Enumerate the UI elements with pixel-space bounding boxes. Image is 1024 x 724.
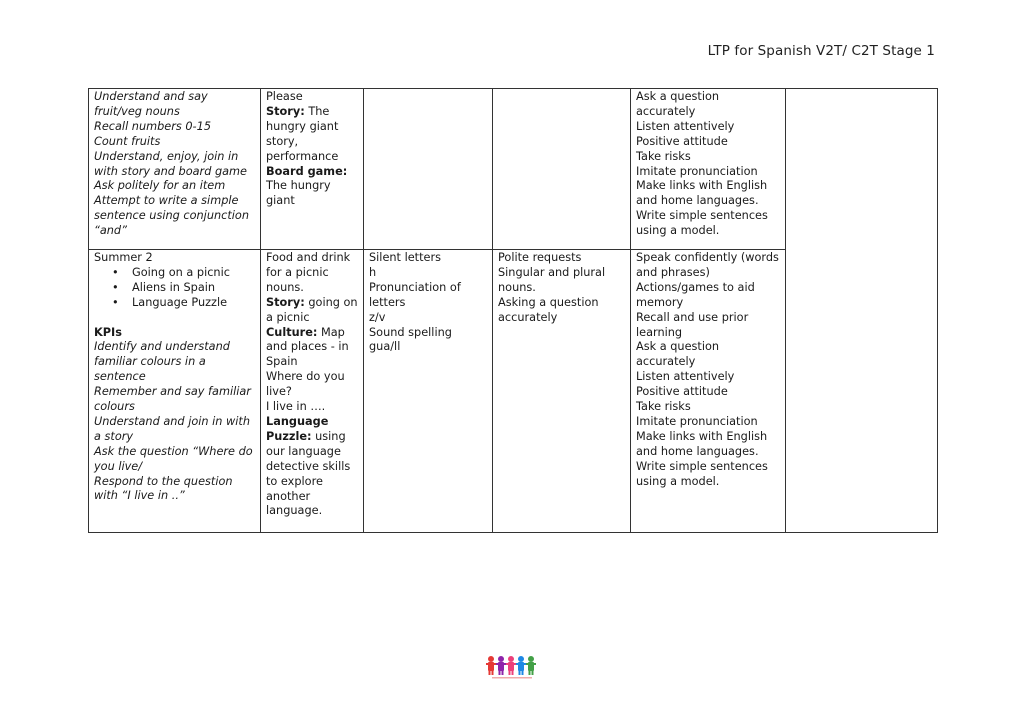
kpis-list: [94, 340, 255, 504]
row1-board-line: [266, 165, 358, 210]
language-puzzle-text: using our language detective skills to explore another language.: [266, 429, 351, 518]
page-header-title: LTP for Spanish V2T/ C2T Stage 1: [707, 43, 935, 59]
row1-objectives-cell: [89, 89, 261, 250]
row1-story-line: [266, 105, 358, 165]
phonics-line: Silent letters: [369, 251, 442, 264]
kpi-line: Respond to the question with “I live in ..”: [94, 474, 233, 503]
skill-line: Take risks: [636, 400, 691, 414]
kpi-line: Remember and say familiar colours: [94, 385, 251, 414]
objective-line: Recall numbers 0-15: [94, 119, 212, 133]
row1-grammar-cell: [493, 89, 631, 250]
phonics-line: gua/ll: [369, 340, 401, 354]
topic-item: • Aliens in Spain: [132, 281, 255, 296]
skill-line: Imitate pronunciation: [636, 414, 758, 428]
skill-line: Ask a question accurately: [636, 90, 720, 118]
row2-story-line: [266, 296, 358, 326]
table-row: [89, 89, 938, 250]
person-red-icon: [486, 656, 496, 675]
objective-line: Understand and say fruit/veg nouns: [94, 90, 208, 118]
language-puzzle-label: Language Puzzle:: [266, 414, 329, 443]
skill-line: Speak confidently (words and phrases): [636, 251, 779, 279]
person-pink-icon: [506, 656, 516, 675]
skill-line: Positive attitude: [636, 385, 728, 399]
question-line: Where do you live?: [266, 370, 345, 399]
row2-content-line: Food and drink for a picnic nouns.: [266, 251, 351, 294]
people-chain-logo: [486, 654, 538, 680]
term-label: Summer 2: [94, 251, 153, 264]
topics-list: [94, 266, 255, 311]
story-text: The hungry giant story, performance: [266, 104, 339, 163]
kpis-label: KPIs: [94, 325, 122, 339]
row2-grammar-cell: [493, 250, 631, 533]
story-label: Story:: [266, 104, 305, 118]
grammar-line: Polite requests: [498, 251, 582, 264]
row1-skills-cell: [631, 89, 786, 250]
row1-content-line: Please: [266, 90, 303, 103]
skill-line: Write simple sentences using a model.: [636, 209, 768, 238]
board-game-text: The hungry giant: [266, 179, 331, 208]
story-label: Story:: [266, 295, 305, 309]
skill-line: Positive attitude: [636, 134, 728, 148]
objective-line: Understand, enjoy, join in with story and board game: [94, 149, 248, 178]
person-green-icon: [526, 656, 536, 675]
person-purple-icon: [496, 656, 506, 675]
kpi-line: Ask the question “Where do you live/: [94, 444, 253, 473]
grammar-line: Asking a question accurately: [498, 295, 599, 324]
answer-line: I live in ….: [266, 400, 326, 414]
objective-line: Count fruits: [94, 134, 161, 148]
row1-content-cell: [261, 89, 364, 250]
skill-line: Listen attentively: [636, 370, 735, 384]
row2-culture-line: [266, 326, 358, 371]
row2-puzzle-line: [266, 415, 358, 519]
grammar-line: Singular and plural nouns.: [498, 265, 606, 294]
skill-line: Recall and use prior learning: [636, 310, 749, 339]
topic-item: • Going on a picnic: [132, 266, 255, 281]
skill-line: Imitate pronunciation: [636, 164, 758, 178]
row1-phonics-cell: [364, 89, 493, 250]
phonics-line: h: [369, 265, 377, 279]
kpi-line: Understand and join in with a story: [94, 414, 250, 443]
board-game-label: Board game:: [266, 164, 348, 178]
skill-line: Make links with English and home languages.: [636, 179, 768, 208]
culture-text: Map and places - in Spain: [266, 325, 349, 369]
skill-line: Listen attentively: [636, 119, 735, 133]
skill-line: Ask a question accurately: [636, 340, 720, 369]
skill-line: Actions/games to aid memory: [636, 280, 755, 309]
phonics-line: z/v: [369, 310, 386, 324]
phonics-line: Sound spelling: [369, 325, 452, 339]
phonics-line: Pronunciation of letters: [369, 280, 461, 309]
row2-objectives-cell: [89, 250, 261, 533]
culture-label: Culture:: [266, 325, 318, 339]
skill-line: Take risks: [636, 149, 691, 163]
objective-line: Attempt to write a simple sentence using conjunction “and”: [94, 194, 249, 238]
story-text: going on a picnic: [266, 295, 358, 324]
row2-skills-cell: [631, 250, 786, 533]
skill-line: Make links with English and home languages.: [636, 429, 768, 458]
row2-phonics-cell: [364, 250, 493, 533]
row2-content-cell: [261, 250, 364, 533]
long-term-plan-table: [88, 88, 938, 533]
topic-item: • Language Puzzle: [132, 296, 255, 311]
person-blue-icon: [516, 656, 526, 675]
skill-line: Write simple sentences using a model.: [636, 459, 768, 488]
kpi-line: Identify and understand familiar colours in a sentence: [94, 340, 230, 384]
objective-line: Ask politely for an item: [94, 179, 226, 193]
empty-merged-cell: [786, 89, 938, 533]
